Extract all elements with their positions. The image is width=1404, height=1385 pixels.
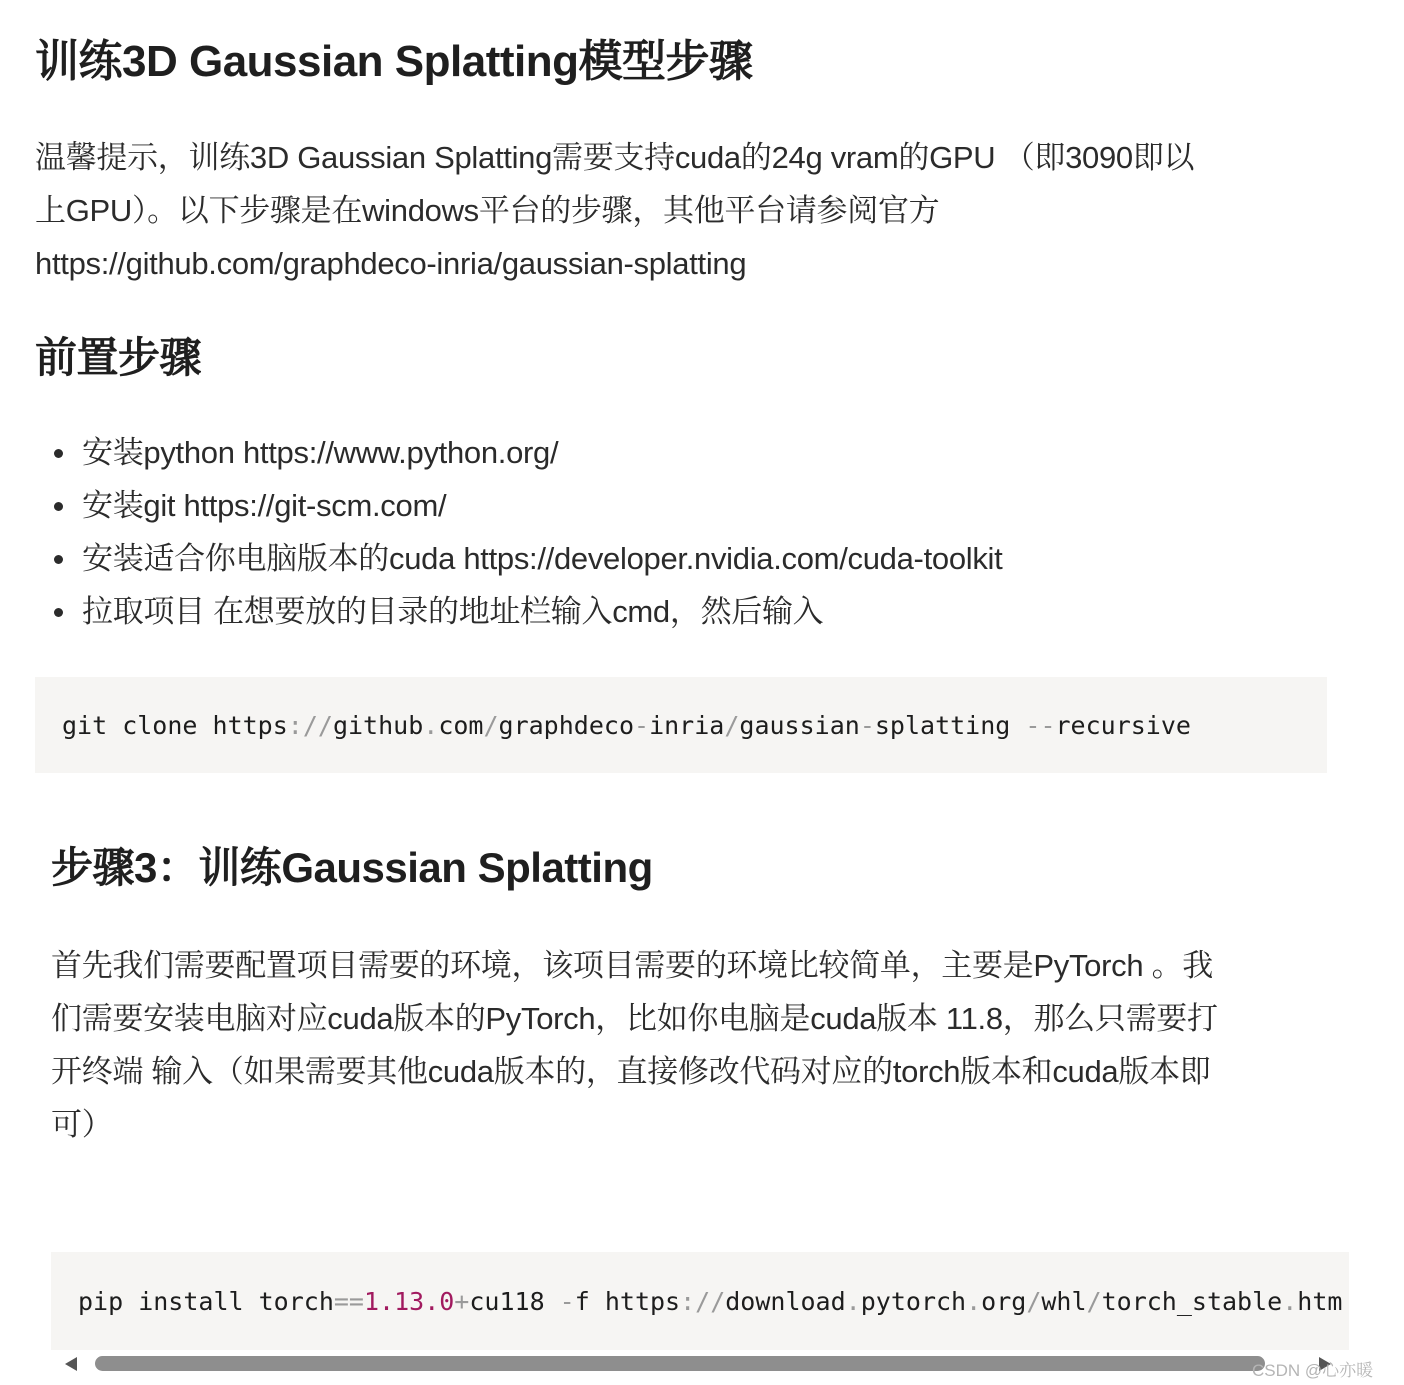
code-line: git clone https :// github . com / graphdeco - inria / gaussian - splatting -- recursive — [62, 710, 1191, 740]
page-title: 训练3D Gaussian Splatting模型步骤 — [35, 37, 753, 86]
horizontal-scrollbar[interactable] — [51, 1352, 1349, 1376]
step3-paragraph — [51, 939, 1218, 1151]
scroll-left-arrow-icon[interactable] — [65, 1357, 77, 1371]
step3-line-2: 们需要安装电脑对应cuda版本的PyTorch，比如你电脑是cuda版本 11.8，那么只需要打 — [51, 1001, 1218, 1036]
scrollbar-thumb[interactable] — [95, 1356, 1265, 1371]
intro-paragraph — [35, 131, 1194, 290]
prereq-list — [35, 426, 1002, 638]
step3-line-4: 可） — [51, 1107, 113, 1142]
code-block-git-clone[interactable] — [35, 677, 1327, 773]
list-item: 安装python https://www.python.org/ — [35, 426, 1002, 479]
list-item: 安装适合你电脑版本的cuda https://developer.nvidia.com/cuda-toolkit — [35, 532, 1002, 585]
code-block-pip-install[interactable] — [51, 1252, 1349, 1350]
list-item: 安装git https://git-scm.com/ — [35, 479, 1002, 532]
step3-line-1: 首先我们需要配置项目需要的环境，该项目需要的环境比较简单，主要是PyTorch 。我 — [51, 948, 1213, 983]
step3-line-3: 开终端 输入（如果需要其他cuda版本的，直接修改代码对应的torch版本和cuda版本即 — [51, 1054, 1211, 1089]
code-line: pip install torch == 1.13.0 + cu118 - f https :// download . pytorch . org / whl / torch_stable . htm — [78, 1286, 1343, 1316]
step3-heading: 步骤3：训练Gaussian Splatting — [51, 844, 653, 891]
intro-line-2: 上GPU）。以下步骤是在windows平台的步骤，其他平台请参阅官方 — [35, 193, 940, 228]
prereq-heading: 前置步骤 — [35, 334, 202, 381]
list-item: 拉取项目 在想要放的目录的地址栏输入cmd，然后输入 — [35, 585, 1002, 638]
watermark: CSDN @心亦暖 — [1252, 1361, 1374, 1380]
intro-link[interactable]: https://github.com/graphdeco-inria/gaussian-splatting — [35, 246, 747, 281]
intro-line-1: 温馨提示，训练3D Gaussian Splatting需要支持cuda的24g vram的GPU （即3090即以 — [35, 140, 1195, 175]
